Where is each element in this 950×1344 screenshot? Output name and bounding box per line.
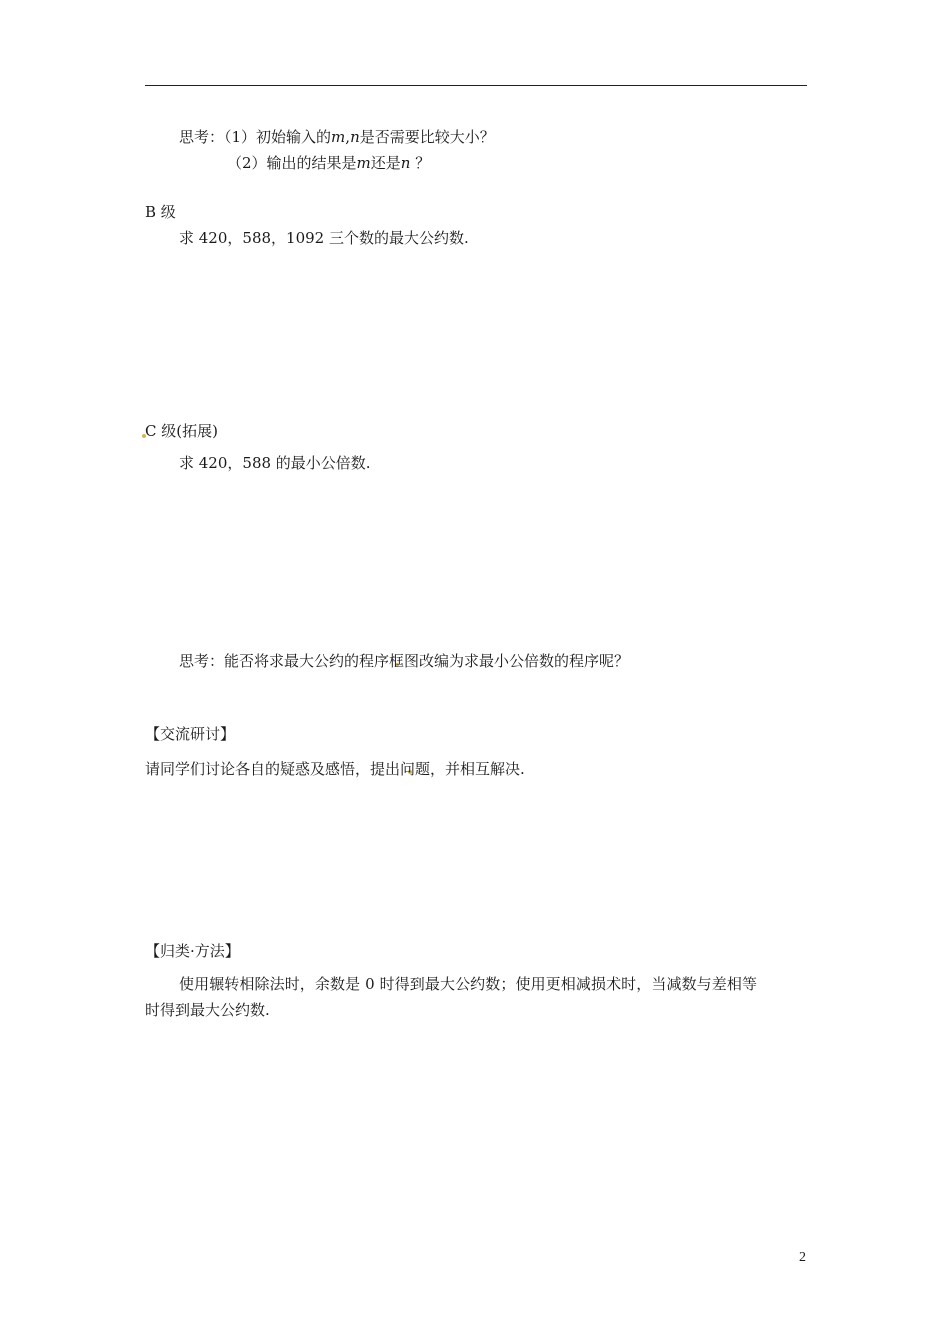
level-c-heading: C 级(拓展) — [145, 422, 218, 440]
discussion-body: 请同学们讨论各自的疑惑及感悟，提出问题，并相互解决. — [145, 760, 525, 778]
think-question-1: 思考：（1）初始输入的m,n是否需要比较大小？ — [179, 128, 495, 146]
level-c-problem: 求 420，588 的最小公倍数. — [179, 454, 371, 472]
level-b-heading: B 级 — [145, 203, 176, 221]
page-number: 2 — [799, 1250, 806, 1265]
summary-line-2: 时得到最大公约数. — [145, 1001, 270, 1019]
summary-heading: 【归类·方法】 — [145, 942, 240, 960]
variable-n: n — [400, 154, 411, 172]
think-question-2: （2）输出的结果是m还是n ？ — [227, 154, 431, 172]
header-rule — [145, 85, 807, 86]
discussion-heading: 【交流研讨】 — [145, 725, 236, 743]
level-c-think: 思考：能否将求最大公约的程序框图改编为求最小公倍数的程序呢？ — [179, 652, 630, 670]
variable-m: m — [331, 128, 346, 146]
variable-n: n — [350, 128, 360, 146]
level-b-problem: 求 420，588，1092 三个数的最大公约数. — [179, 229, 469, 247]
summary-line-1: 使用辗转相除法时，余数是 0 时得到最大公约数；使用更相减损术时，当减数与差相等 — [179, 975, 758, 993]
variable-m: m — [356, 154, 371, 172]
